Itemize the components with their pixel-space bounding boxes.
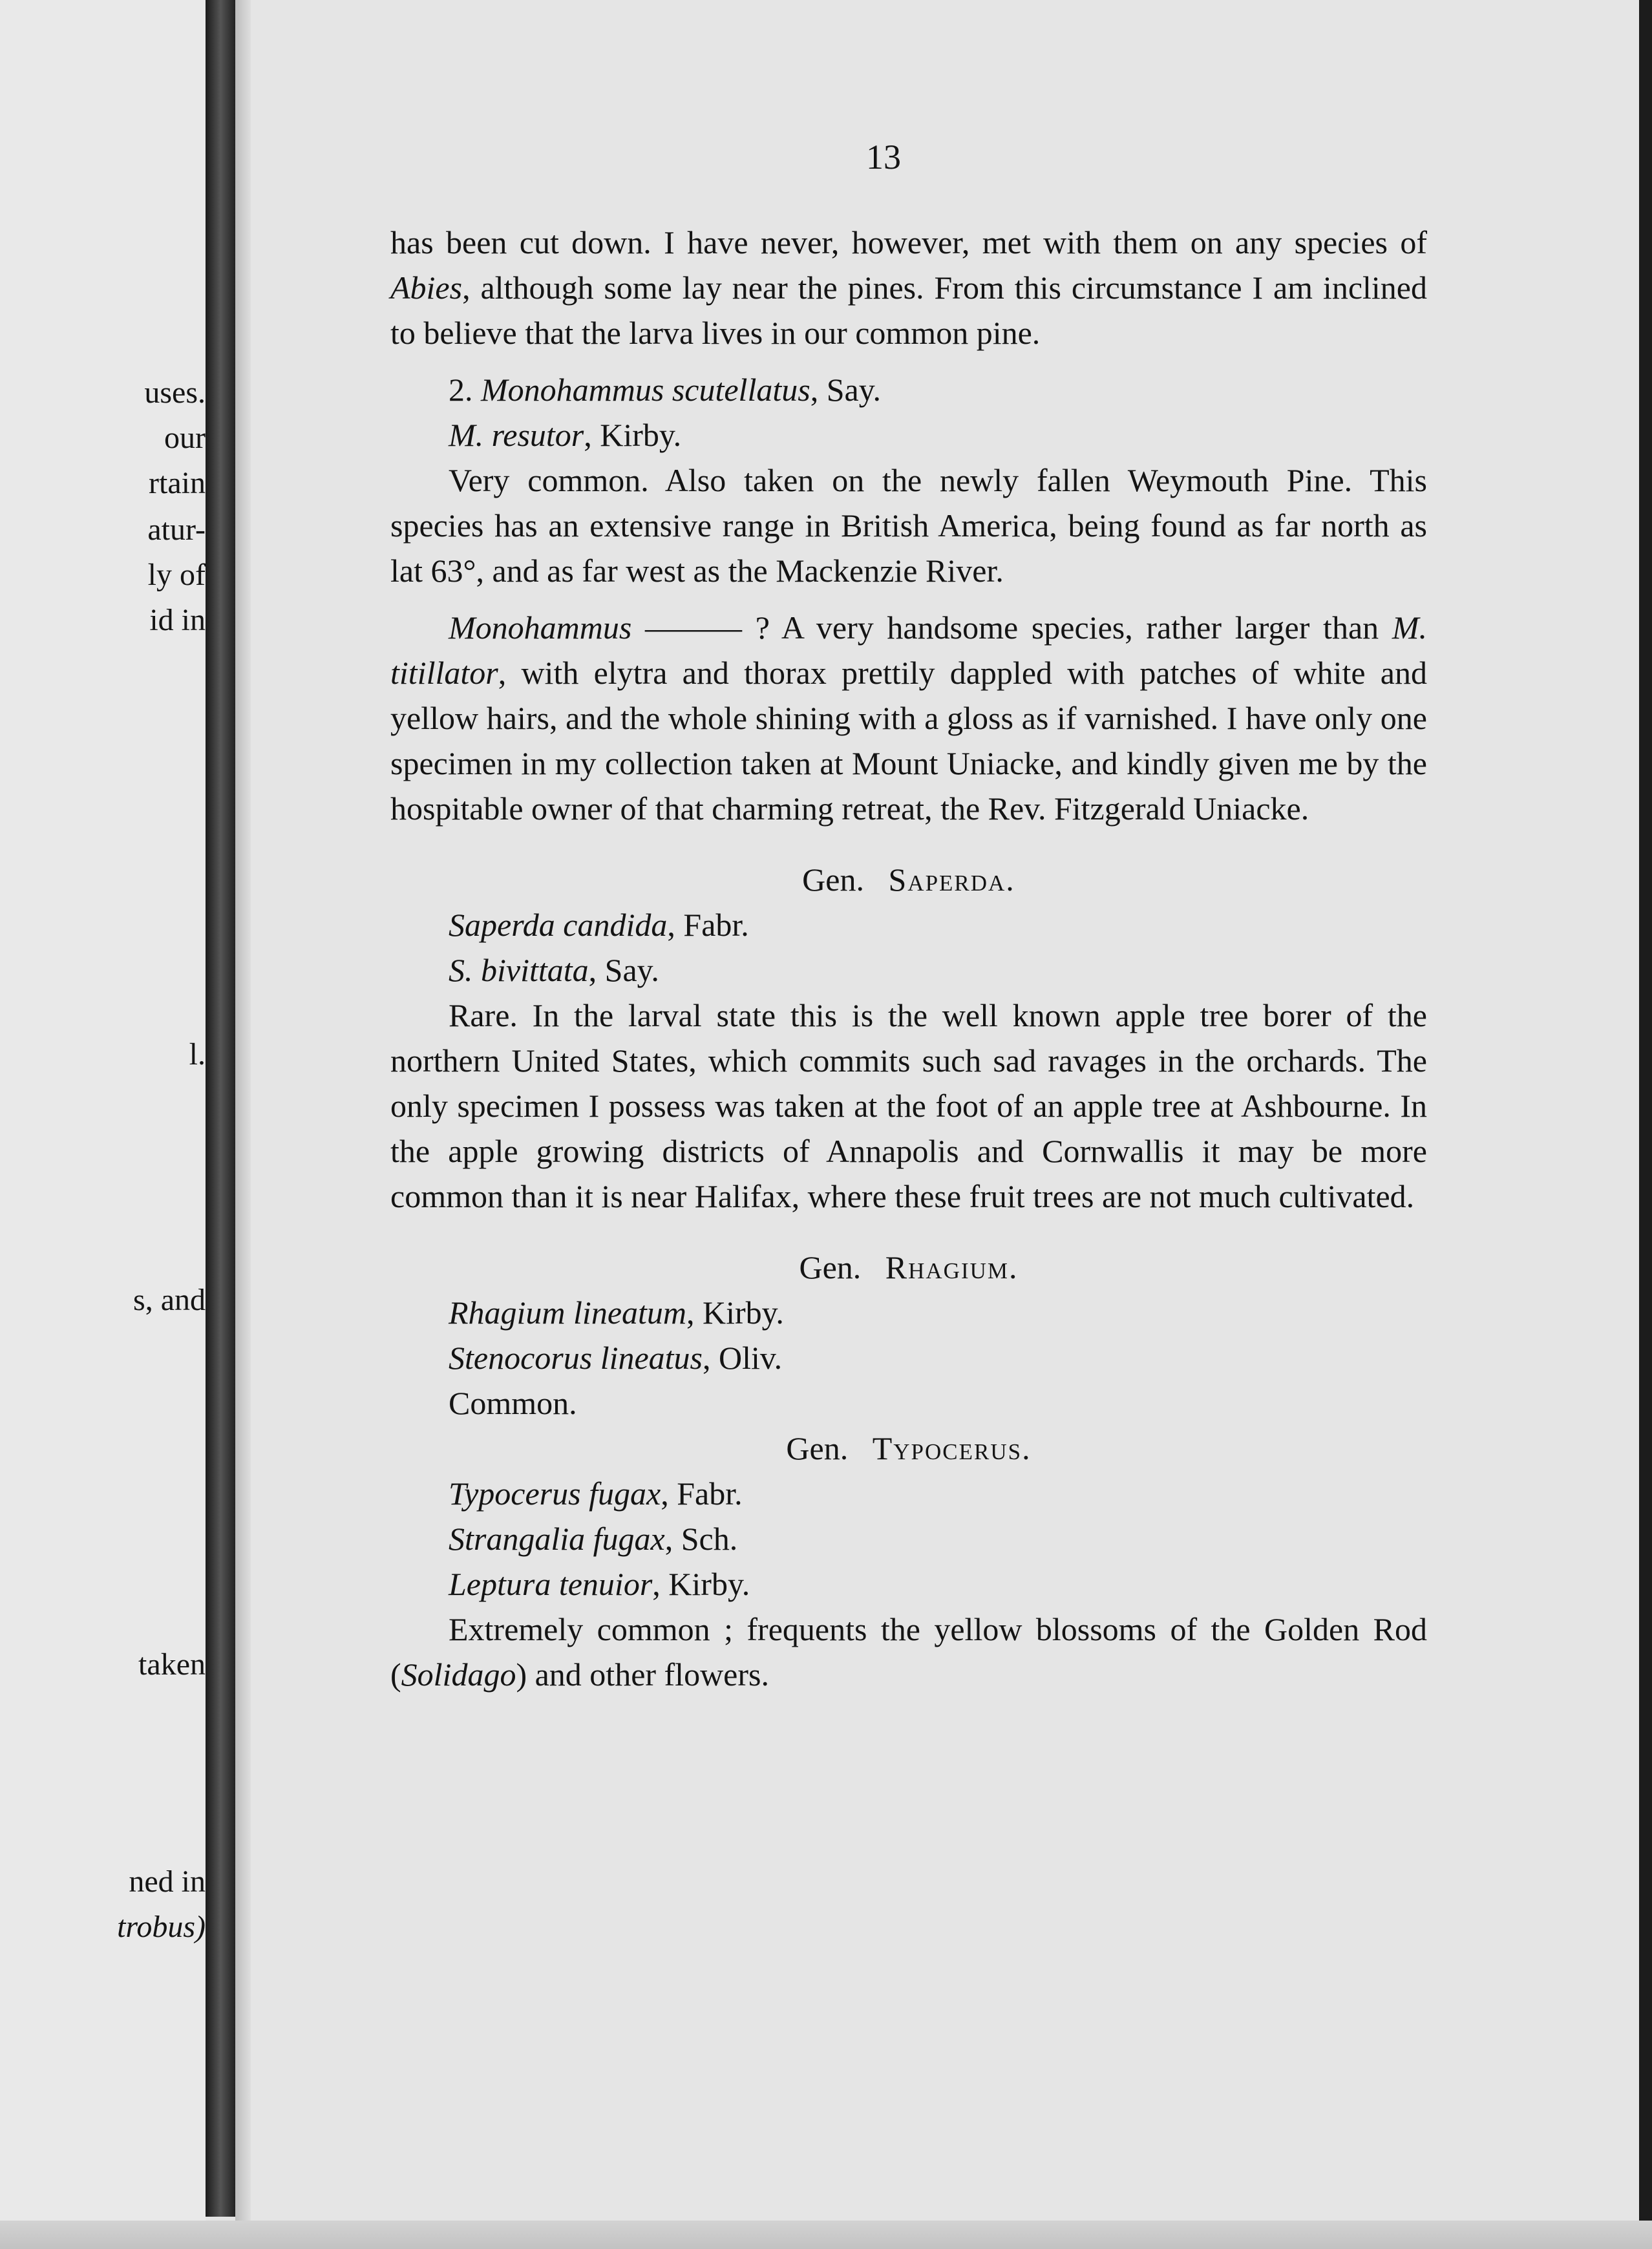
synonym-name: Stenocorus lineatus bbox=[449, 1340, 703, 1376]
species-entry bbox=[390, 902, 1427, 947]
synonym-author: , Oliv. bbox=[703, 1340, 783, 1376]
genus-title: Rhagium. bbox=[885, 1249, 1019, 1285]
genus-name: Abies bbox=[390, 269, 463, 306]
genus-name: Solidago bbox=[401, 1656, 516, 1693]
genus-heading bbox=[390, 857, 1427, 902]
facing-page-fragment bbox=[0, 0, 206, 2249]
heading-prefix: Gen. bbox=[786, 1430, 849, 1466]
text-run: , with elytra and thorax prettily dappled with patches of white and yellow hairs, and the whole shining with a gloss as if varnished. I have only one specimen in my collection taken at Mount Uniacke, and kindly given me by the hospitable owner of that charming retreat, the Rev. Fitzgerald Uniacke. bbox=[390, 655, 1427, 827]
species-author: , Fabr. bbox=[667, 907, 749, 943]
synonym-author: , Kirby. bbox=[584, 417, 682, 453]
species-name: Saperda candida bbox=[449, 907, 668, 943]
page-number: 13 bbox=[866, 138, 901, 176]
species-description: Very common. Also taken on the newly fallen Weymouth Pine. This species has an extensive range in British America, being found as far north as lat 63°, and as far west as the Mackenzie River. bbox=[390, 462, 1427, 589]
species-name: Monohammus scutellatus bbox=[481, 372, 810, 408]
genus-title: Saperda. bbox=[888, 861, 1015, 898]
species-author: , Fabr. bbox=[661, 1475, 743, 1512]
facing-page-word: l. bbox=[189, 1037, 206, 1072]
species-description bbox=[390, 605, 1427, 831]
species-entry bbox=[390, 1471, 1427, 1516]
text-run: has been cut down. I have never, however, met with them on any species of bbox=[390, 224, 1427, 260]
text-run: , although some lay near the pines. From this circumstance I am inclined to believe that the larva lives in our common pine. bbox=[390, 269, 1427, 351]
species-name: Monohammus bbox=[449, 609, 632, 646]
synonym-author: , Sch. bbox=[664, 1521, 738, 1557]
facing-page-word: id in bbox=[149, 603, 206, 637]
facing-page-word: ly of bbox=[147, 558, 206, 592]
species-name: Typocerus fugax bbox=[449, 1475, 661, 1512]
book-spine bbox=[206, 0, 235, 2217]
facing-page-word: trobus) bbox=[117, 1910, 206, 1944]
heading-prefix: Gen. bbox=[799, 1249, 862, 1285]
page-bottom-edge bbox=[0, 2221, 1652, 2249]
synonym-author: , Say. bbox=[588, 952, 659, 988]
facing-page-word: our bbox=[164, 421, 206, 455]
synonym-entry bbox=[390, 1561, 1427, 1607]
facing-page-word: s, and bbox=[133, 1283, 206, 1317]
text-run: Extremely common ; frequents the yellow blossoms of the Golden Rod ( bbox=[390, 1611, 1427, 1693]
species-description: Common. bbox=[449, 1385, 577, 1421]
species-author: , Kirby. bbox=[686, 1294, 784, 1331]
gutter-shadow bbox=[235, 0, 251, 2249]
synonym-name: Strangalia fugax bbox=[449, 1521, 665, 1557]
genus-heading bbox=[390, 1245, 1427, 1290]
synonym-entry bbox=[390, 412, 1427, 458]
species-entry bbox=[390, 367, 1427, 412]
paragraph-continued bbox=[390, 220, 1427, 355]
facing-page-word: uses. bbox=[144, 375, 206, 410]
synonym-name: S. bivittata bbox=[449, 952, 589, 988]
genus-heading bbox=[390, 1426, 1427, 1471]
species-description: Rare. In the larval state this is the well known apple tree borer of the northern United States, which commits such sad ravages in the orchards. The only specimen I possess was taken at the foot of an apple tree at Ashbourne. In the apple growing districts of Annapolis and Cornwallis it may be more common than it is near Halifax, where these fruit trees are not much cultivated. bbox=[390, 997, 1427, 1214]
text-run: ) and other flowers. bbox=[516, 1656, 769, 1693]
text-run: ——— ? bbox=[631, 609, 781, 646]
synonym-entry bbox=[390, 1516, 1427, 1561]
facing-page-word: ned in bbox=[129, 1864, 206, 1899]
species-entry bbox=[390, 1290, 1427, 1335]
synonym-entry bbox=[390, 1335, 1427, 1380]
synonym-author: , Kirby. bbox=[652, 1566, 750, 1602]
page-body bbox=[390, 220, 1427, 1697]
synonym-name: Leptura tenuior bbox=[449, 1566, 653, 1602]
species-name: Rhagium lineatum bbox=[449, 1294, 687, 1331]
synonym-entry bbox=[390, 947, 1427, 993]
species-name: M. titillator bbox=[390, 609, 1427, 691]
entry-number: 2. bbox=[449, 372, 481, 408]
facing-page-word: rtain bbox=[149, 466, 206, 500]
genus-title: Typocerus. bbox=[872, 1430, 1032, 1466]
species-author: , Say. bbox=[810, 372, 881, 408]
text-run: A very handsome species, rather larger than bbox=[781, 609, 1392, 646]
synonym-name: M. resutor bbox=[449, 417, 584, 453]
facing-page-word: atur- bbox=[147, 512, 206, 547]
heading-prefix: Gen. bbox=[802, 861, 864, 898]
facing-page-word: taken bbox=[138, 1647, 206, 1682]
species-description bbox=[390, 1607, 1427, 1697]
page-edge bbox=[1639, 0, 1652, 2249]
